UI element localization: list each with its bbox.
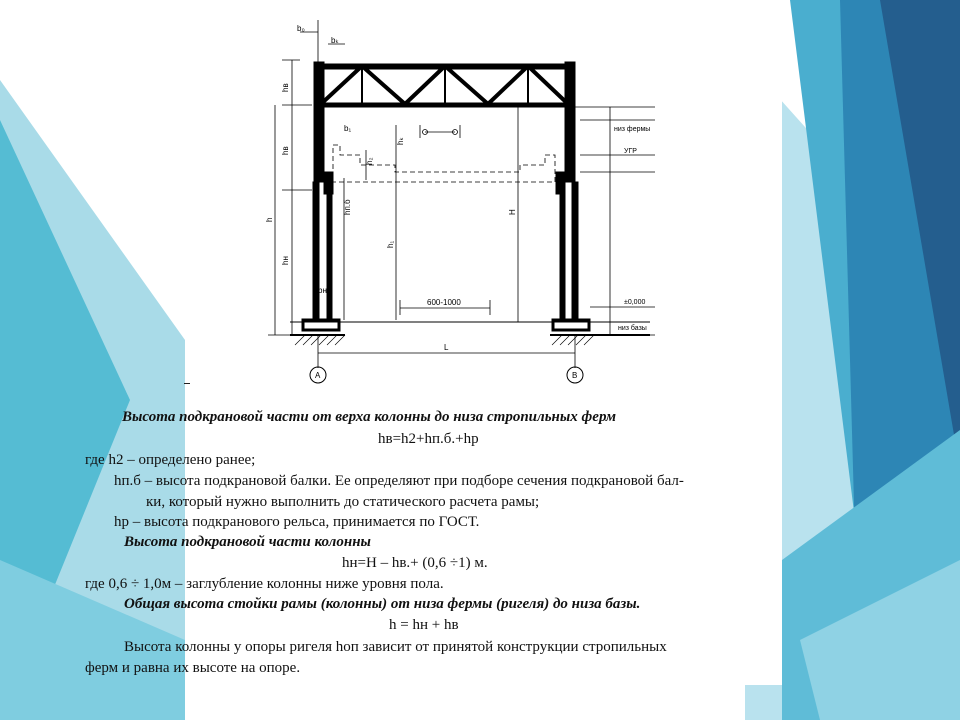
line-hpb-1: hп.б – высота подкрановой балки. Ее определяют при подборе сечения подкрановой бал- (114, 473, 684, 489)
label-hv: hв (281, 146, 290, 155)
truss (318, 64, 570, 107)
label-h2: h₂ (365, 157, 374, 165)
line-hpb-2: ки, который нужно выполнить до статического расчета рамы; (146, 494, 540, 510)
label-h1: h₁ (386, 240, 395, 248)
label-hn: hн (281, 256, 290, 265)
label-hv-top: hв (281, 83, 290, 92)
label-axis-b: В (572, 371, 578, 380)
label-H: H (508, 209, 517, 215)
label-niz-bazy: низ базы (618, 325, 647, 332)
label-ugr: УГР (624, 148, 637, 155)
label-b0: b₀ (297, 24, 305, 33)
heading-total-height: Общая высота стойки рамы (колонны) от низа фермы (ригеля) до низа базы. (124, 596, 641, 612)
label-L: L (444, 343, 449, 352)
label-hk: hₖ (396, 137, 405, 145)
label-zero: ±0,000 (624, 299, 646, 306)
right-column (553, 62, 589, 330)
label-h: h (265, 217, 274, 222)
label-b1: b₁ (344, 124, 352, 133)
label-bk: bₖ (331, 36, 339, 45)
formula-h: h = hн + hв (389, 617, 459, 633)
dash-mark (184, 383, 190, 384)
line-depth: где 0,6 ÷ 1,0м – заглубление колонны ниже уровня пола. (85, 576, 444, 592)
heading-lower-part: Высота подкрановой части колонны (124, 534, 371, 550)
label-axis-a: А (315, 371, 321, 380)
line-h2: где h2 – определено ранее; (85, 452, 256, 468)
label-niz-fermy: низ фермы (614, 126, 651, 133)
formula-hv: hв=h2+hп.б.+hр (378, 431, 479, 447)
line-hr: hр – высота подкранового рельса, принимается по ГОСТ. (114, 514, 480, 530)
label-hpb: hп.б (343, 199, 352, 215)
label-span: 600-1000 (427, 298, 461, 307)
formula-hn: hн=H – hв.+ (0,6 ÷1) м. (342, 555, 488, 571)
heading-upper-part: Высота подкрановой части от верха колонны до низа стропильных ферм (122, 409, 616, 425)
label-bn: bн (318, 286, 327, 295)
paragraph-hop-2: ферм и равна их высоте на опоре. (85, 660, 301, 676)
paragraph-hop-1: Высота колонны у опоры ригеля hоп зависит от принятой конструкции стропильных (124, 639, 667, 655)
